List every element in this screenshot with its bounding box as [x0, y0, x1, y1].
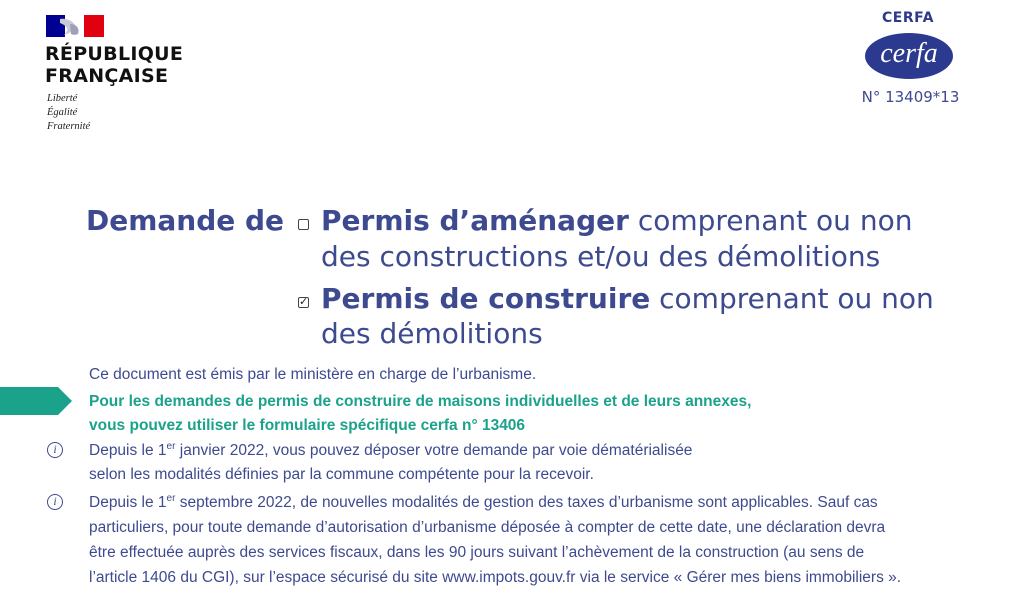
option-amenager-line2: des constructions et/ou des démolitions [321, 240, 881, 273]
arrow-marker [0, 387, 72, 415]
info-icon [47, 442, 63, 458]
republique-label: RÉPUBLIQUE [45, 43, 184, 65]
info-icon-glyph: i [53, 494, 57, 508]
p2-sup: er [166, 493, 176, 504]
info-icon-glyph: i [53, 442, 57, 456]
maison-individuelle-notice-line2: vous pouvez utiliser le formulaire spécifique cerfa n° 13406 [89, 417, 526, 434]
p1-post: janvier 2022, vous pouvez déposer votre demande par voie dématérialisée [175, 442, 693, 459]
checkbox-permis-amenager[interactable] [298, 219, 309, 230]
taxes-notice-line1 [89, 493, 878, 513]
p1-pre: Depuis le 1 [89, 442, 167, 459]
option-construire-rest: comprenant ou non [650, 282, 934, 315]
francaise-label: FRANÇAISE [45, 65, 169, 87]
option-amenager-rest: comprenant ou non [628, 204, 913, 237]
p1-sup: er [166, 441, 176, 452]
option-construire-line2: des démolitions [321, 317, 543, 350]
check-mark-icon: ✓ [299, 296, 309, 308]
motto-fraternite: Fraternité [47, 121, 91, 132]
taxes-notice-line4: l’article 1406 du CGI), sur l’espace sécurisé du site www.impots.gouv.fr via le service « Gérer mes biens immobiliers ». [89, 569, 902, 586]
checkbox-permis-construire[interactable] [298, 297, 309, 308]
motto-liberte: Liberté [47, 93, 78, 104]
maison-individuelle-notice-line1: Pour les demandes de permis de construire de maisons individuelles et de leurs annexes, [89, 393, 752, 410]
cerfa-number: N° 13409*13 [861, 88, 960, 106]
dematerialisation-line1 [89, 441, 692, 461]
taxes-notice-line2: particuliers, pour toute demande d’autorisation d’urbanisme déposée à compter de cette date, une déclaration devra [89, 519, 886, 536]
option-amenager-line1 [321, 204, 912, 238]
info-icon [47, 494, 63, 510]
option-amenager-bold: Permis d’aménager [321, 204, 629, 237]
cerfa-label: CERFA [882, 10, 934, 26]
taxes-notice-line3: être effectuée auprès des services fiscaux, dans les 90 jours suivant l’achèvement de la construction (au sens de [89, 544, 865, 561]
issuer-notice: Ce document est émis par le ministère en charge de l’urbanisme. [89, 366, 537, 383]
title-lead: Demande de [86, 204, 285, 237]
option-construire-bold: Permis de construire [321, 282, 651, 315]
p2-post: septembre 2022, de nouvelles modalités de gestion des taxes d’urbanisme sont applicables. Sauf cas [175, 494, 878, 511]
cerfa-logo [865, 33, 953, 79]
dematerialisation-line2: selon les modalités définies par la commune compétente pour la recevoir. [89, 466, 594, 483]
option-construire-line1 [321, 282, 934, 316]
p2-pre: Depuis le 1 [89, 494, 167, 511]
cerfa-logo-text: cerfa [880, 38, 938, 69]
marianne-logo [46, 15, 104, 37]
motto-egalite: Égalité [47, 107, 78, 118]
